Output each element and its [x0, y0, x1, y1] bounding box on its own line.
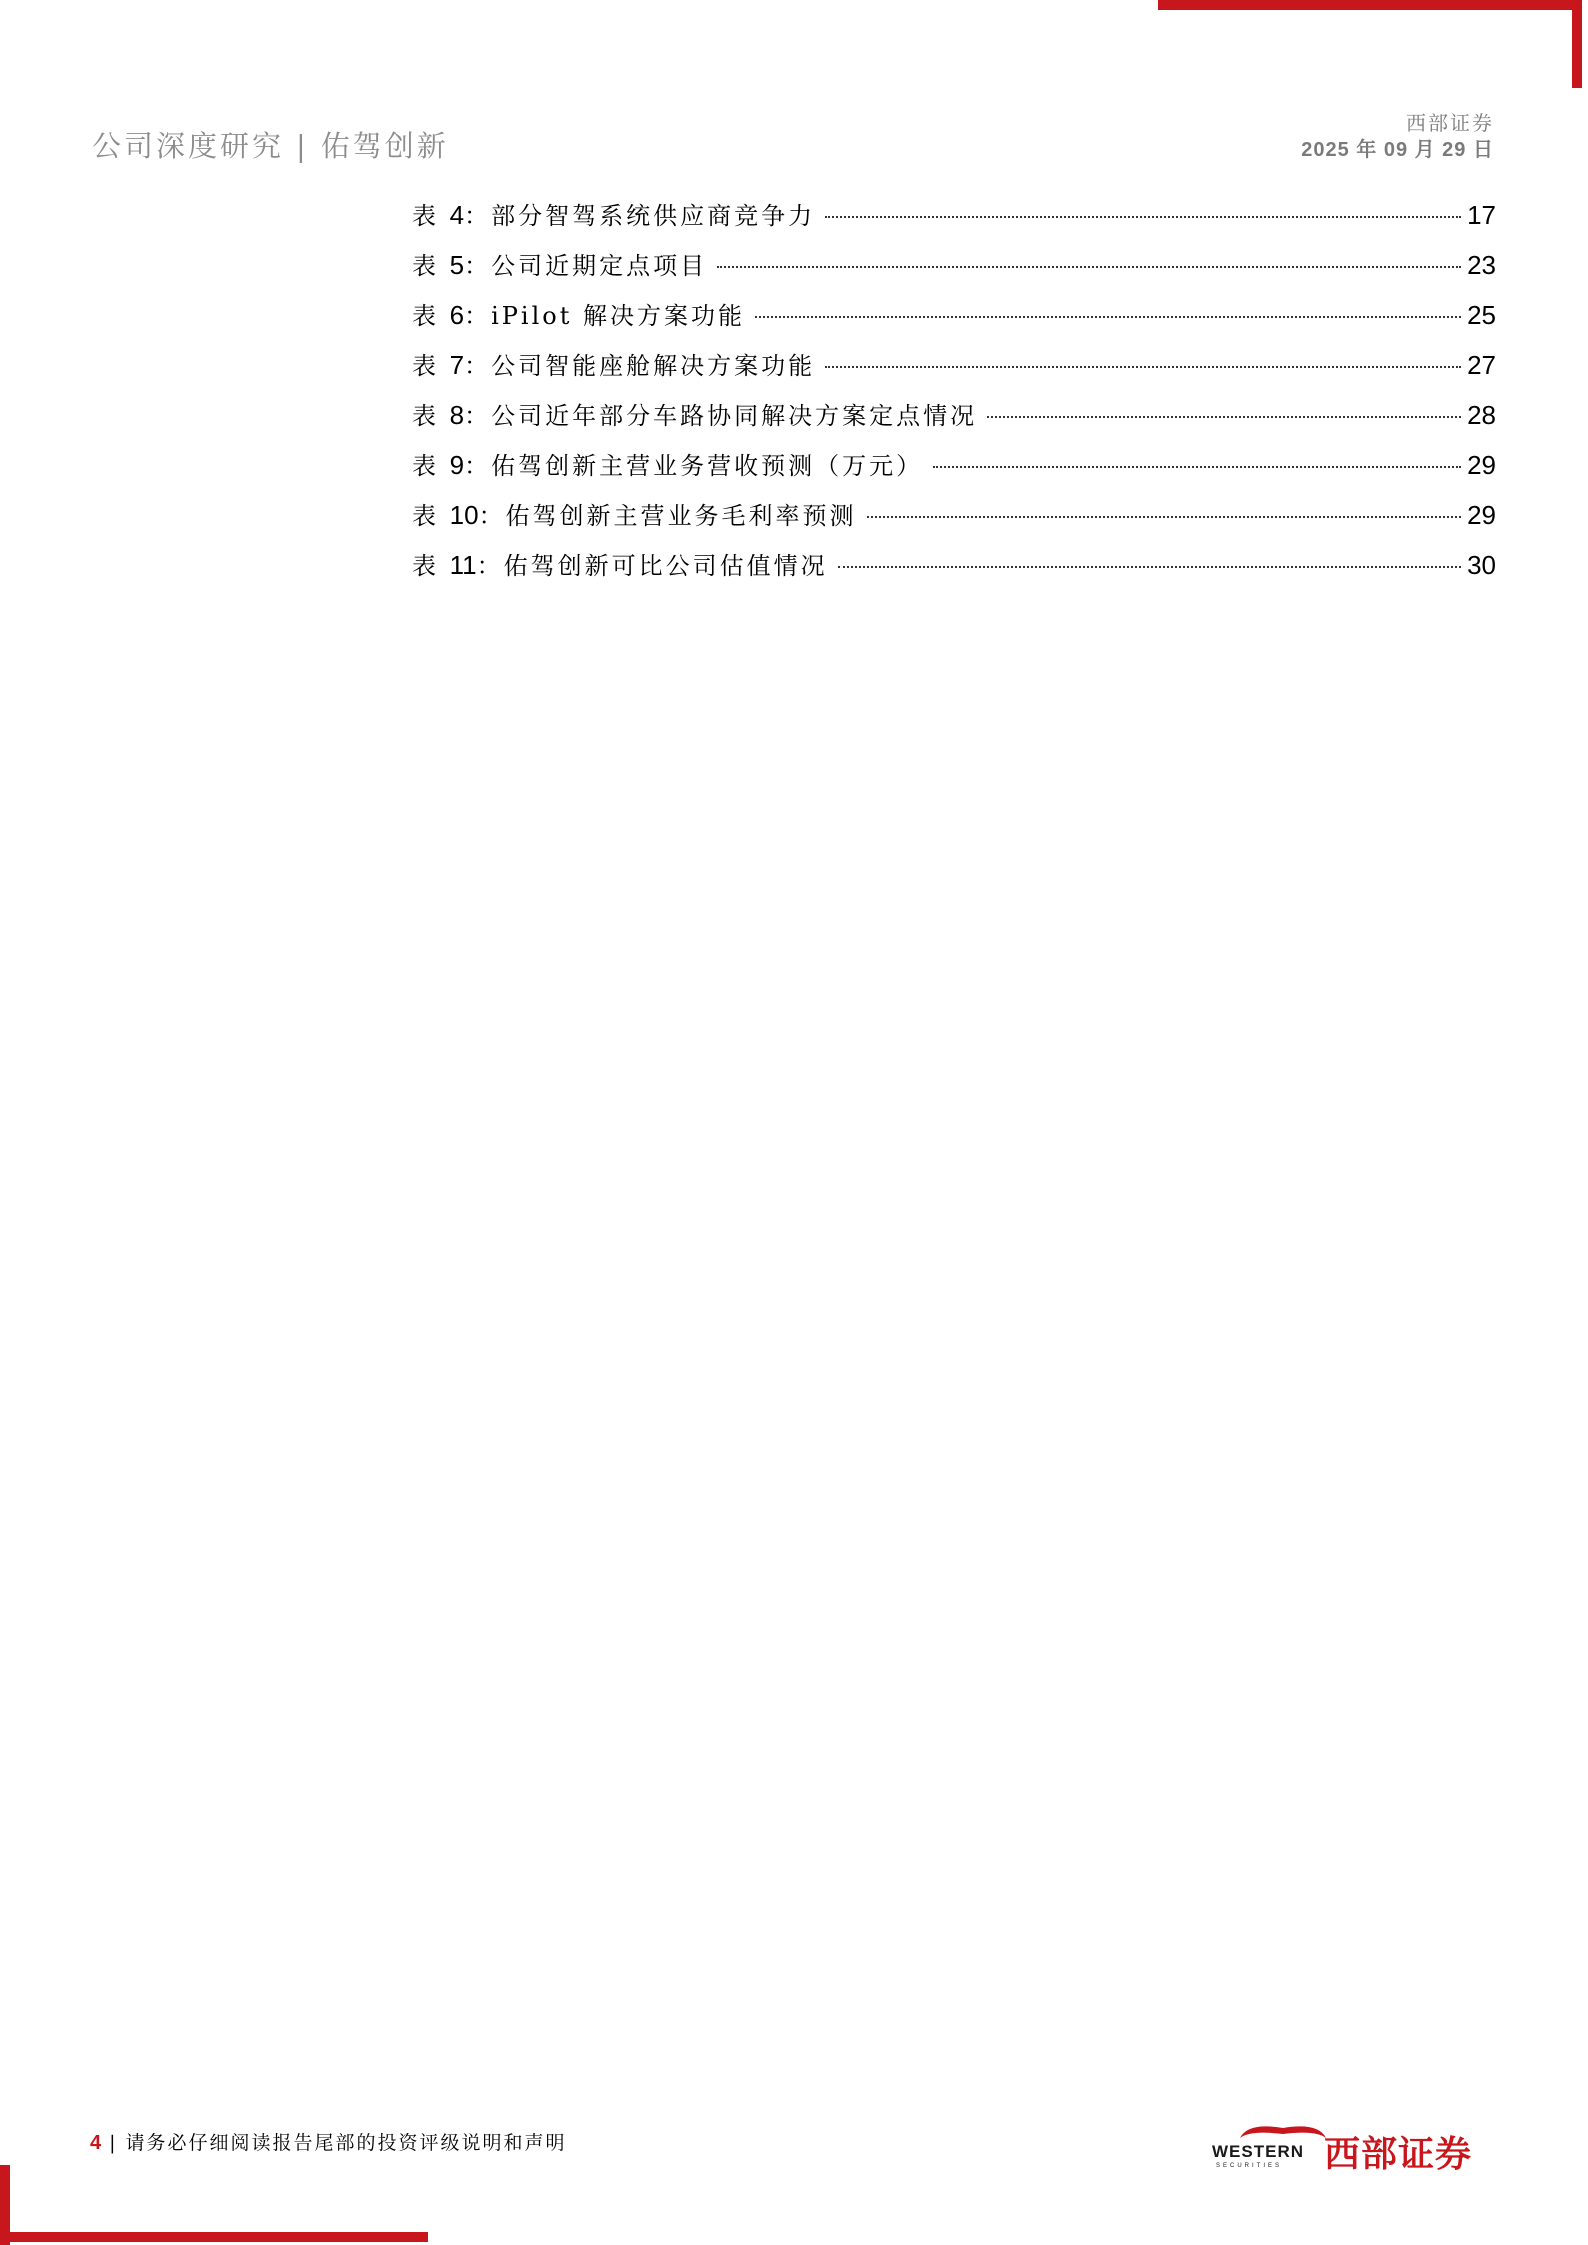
- toc-entry-page: 27: [1467, 350, 1496, 380]
- footer-separator: |: [109, 2132, 118, 2154]
- toc-dot-leader: [717, 266, 1461, 268]
- toc-dot-leader: [867, 516, 1462, 518]
- toc-entry-label: 表 11：佑驾创新可比公司估值情况: [412, 550, 828, 580]
- toc-entry-label: 表 8：公司近年部分车路协同解决方案定点情况: [412, 400, 978, 430]
- company-name: 佑驾创新: [320, 129, 449, 163]
- toc-entry-label: 表 5：公司近期定点项目: [412, 250, 708, 280]
- toc-dot-leader: [825, 366, 1461, 368]
- header-brand: 西部证券: [1406, 111, 1494, 135]
- bottom-corner-bracket-horizontal: [0, 2232, 428, 2242]
- page-header-title: [92, 124, 449, 165]
- toc-entry-page: 23: [1467, 250, 1496, 280]
- toc-entry-label: 表 10：佑驾创新主营业务毛利率预测: [412, 500, 857, 530]
- toc-dot-leader: [933, 466, 1461, 468]
- toc-entry[interactable]: [412, 246, 1496, 296]
- header-separator: |: [296, 129, 309, 163]
- toc-dot-leader: [755, 316, 1461, 318]
- report-date: 2025 年 09 月 29 日: [1301, 139, 1494, 161]
- toc-entry[interactable]: [412, 296, 1496, 346]
- logo-english-name: WESTERN: [1212, 2142, 1304, 2161]
- toc-entry-page: 17: [1467, 200, 1496, 230]
- toc-entry-page: 30: [1467, 550, 1496, 580]
- logo-subtitle: SECURITIES: [1216, 2163, 1283, 2169]
- table-of-tables: [412, 196, 1496, 596]
- toc-entry[interactable]: [412, 546, 1496, 596]
- toc-entry[interactable]: [412, 396, 1496, 446]
- toc-entry[interactable]: [412, 496, 1496, 546]
- toc-entry-label: 表 6：iPilot 解决方案功能: [412, 300, 746, 330]
- toc-entry-page: 28: [1467, 400, 1496, 430]
- toc-entry-label: 表 4：部分智驾系统供应商竞争力: [412, 200, 816, 230]
- page-footer: [90, 2128, 567, 2155]
- toc-entry-page: 25: [1467, 300, 1496, 330]
- toc-dot-leader: [825, 216, 1461, 218]
- toc-dot-leader: [987, 416, 1461, 418]
- toc-entry-page: 29: [1467, 450, 1496, 480]
- report-type: 公司深度研究: [92, 129, 285, 163]
- toc-entry[interactable]: [412, 196, 1496, 246]
- bull-horn-icon: [1238, 2120, 1328, 2144]
- top-corner-bracket-vertical: [1572, 0, 1582, 88]
- footer-disclaimer: 请务必仔细阅读报告尾部的投资评级说明和声明: [125, 2132, 567, 2154]
- company-logo: [1208, 2118, 1498, 2178]
- header-brand-block: [1301, 110, 1494, 164]
- top-corner-bracket-horizontal: [1158, 0, 1582, 10]
- toc-entry-page: 29: [1467, 500, 1496, 530]
- toc-entry-label: 表 9：佑驾创新主营业务营收预测（万元）: [412, 450, 924, 480]
- toc-entry[interactable]: [412, 346, 1496, 396]
- toc-dot-leader: [838, 566, 1461, 568]
- logo-chinese-name: 西部证券: [1324, 2134, 1473, 2175]
- toc-entry-label: 表 7：公司智能座舱解决方案功能: [412, 350, 816, 380]
- page-number: 4: [90, 2132, 102, 2154]
- toc-entry[interactable]: [412, 446, 1496, 496]
